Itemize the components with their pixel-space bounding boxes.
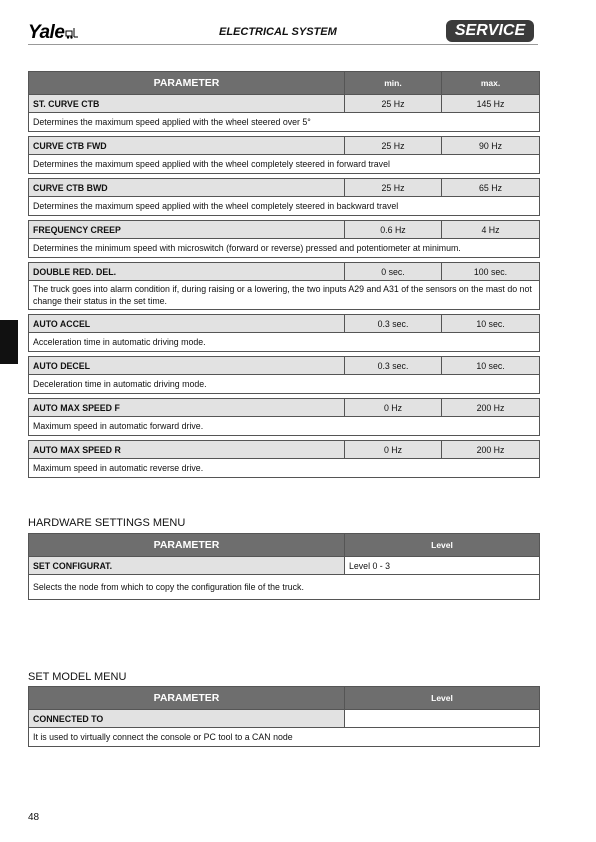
parameter-min: 25 Hz — [345, 95, 442, 113]
parameter-description: Maximum speed in automatic forward drive. — [29, 417, 540, 436]
table-row — [29, 441, 540, 459]
parameter-column-header: PARAMETER — [29, 687, 345, 710]
table-header-row — [29, 687, 540, 710]
parameter-min: 0.6 Hz — [345, 221, 442, 239]
parameter-name: SET CONFIGURAT. — [29, 557, 345, 575]
parameter-name: AUTO MAX SPEED F — [29, 399, 345, 417]
table-row — [29, 197, 540, 216]
document-title: ELECTRICAL SYSTEM — [219, 26, 337, 38]
parameter-name: ST. CURVE CTB — [29, 95, 345, 113]
table-row — [29, 575, 540, 600]
table-row — [29, 357, 540, 375]
parameter-level — [345, 710, 540, 728]
parameter-min: 0 sec. — [345, 263, 442, 281]
hardware-settings-table — [28, 533, 540, 600]
parameter-column-header: PARAMETER — [29, 534, 345, 557]
table-header-row — [29, 534, 540, 557]
table-row — [29, 95, 540, 113]
table-row — [29, 179, 540, 197]
header-divider — [28, 44, 538, 45]
section-tab-marker — [0, 320, 18, 364]
parameter-name: DOUBLE RED. DEL. — [29, 263, 345, 281]
parameter-description: Determines the maximum speed applied with the wheel completely steered in forward travel — [29, 155, 540, 174]
parameter-description: Selects the node from which to copy the configuration file of the truck. — [29, 575, 540, 600]
parameter-max: 4 Hz — [442, 221, 540, 239]
table-row — [29, 399, 540, 417]
level-column-header: Level — [345, 534, 540, 557]
parameter-name: CONNECTED TO — [29, 710, 345, 728]
parameter-min: 0 Hz — [345, 441, 442, 459]
service-badge: SERVICE — [446, 20, 534, 42]
parameter-min: 0.3 sec. — [345, 315, 442, 333]
parameter-description: Maximum speed in automatic reverse drive. — [29, 459, 540, 478]
page-number: 48 — [28, 812, 40, 823]
table-row — [29, 281, 540, 310]
table-row — [29, 459, 540, 478]
table-row — [29, 239, 540, 258]
parameter-max: 90 Hz — [442, 137, 540, 155]
parameter-max: 200 Hz — [442, 441, 540, 459]
parameter-description: Acceleration time in automatic driving mode. — [29, 333, 540, 352]
parameter-max: 145 Hz — [442, 95, 540, 113]
parameter-level: Level 0 - 3 — [345, 557, 540, 575]
set-model-table — [28, 686, 540, 747]
yale-logo: Yale — [28, 22, 79, 44]
parameter-name: AUTO ACCEL — [29, 315, 345, 333]
table-row — [29, 557, 540, 575]
parameter-column-header: PARAMETER — [29, 72, 345, 95]
table-header-row — [29, 72, 540, 95]
parameter-max: 10 sec. — [442, 357, 540, 375]
table-row — [29, 221, 540, 239]
max-column-header: max. — [442, 72, 540, 95]
parameter-table — [28, 71, 540, 478]
parameter-max: 65 Hz — [442, 179, 540, 197]
parameter-name: CURVE CTB BWD — [29, 179, 345, 197]
parameter-name: AUTO MAX SPEED R — [29, 441, 345, 459]
parameter-description: Deceleration time in automatic driving mode. — [29, 375, 540, 394]
min-column-header: min. — [345, 72, 442, 95]
table-row — [29, 113, 540, 132]
parameter-max: 200 Hz — [442, 399, 540, 417]
hardware-settings-title: HARDWARE SETTINGS MENU — [28, 517, 186, 529]
parameter-min: 0.3 sec. — [345, 357, 442, 375]
parameter-description: Determines the maximum speed applied with the wheel steered over 5° — [29, 113, 540, 132]
level-column-header: Level — [345, 687, 540, 710]
table-row — [29, 333, 540, 352]
parameter-min: 25 Hz — [345, 137, 442, 155]
table-row — [29, 315, 540, 333]
table-row — [29, 155, 540, 174]
parameter-min: 0 Hz — [345, 399, 442, 417]
parameter-max: 100 sec. — [442, 263, 540, 281]
parameter-max: 10 sec. — [442, 315, 540, 333]
parameter-description: Determines the maximum speed applied with the wheel completely steered in backward travel — [29, 197, 540, 216]
table-row — [29, 710, 540, 728]
parameter-min: 25 Hz — [345, 179, 442, 197]
table-row — [29, 263, 540, 281]
parameter-description: It is used to virtually connect the console or PC tool to a CAN node — [29, 728, 540, 747]
table-row — [29, 137, 540, 155]
parameter-name: FREQUENCY CREEP — [29, 221, 345, 239]
table-row — [29, 728, 540, 747]
parameter-name: CURVE CTB FWD — [29, 137, 345, 155]
parameter-name: AUTO DECEL — [29, 357, 345, 375]
forklift-icon — [65, 27, 79, 39]
parameter-description: Determines the minimum speed with microswitch (forward or reverse) pressed and potentiometer at minimum. — [29, 239, 540, 258]
parameter-description: The truck goes into alarm condition if, during raising or a lowering, the two inputs A29 and A31 of the sensors on the mast do not change their status in the set time. — [29, 281, 540, 310]
table-row — [29, 417, 540, 436]
table-row — [29, 375, 540, 394]
set-model-title: SET MODEL MENU — [28, 671, 127, 683]
